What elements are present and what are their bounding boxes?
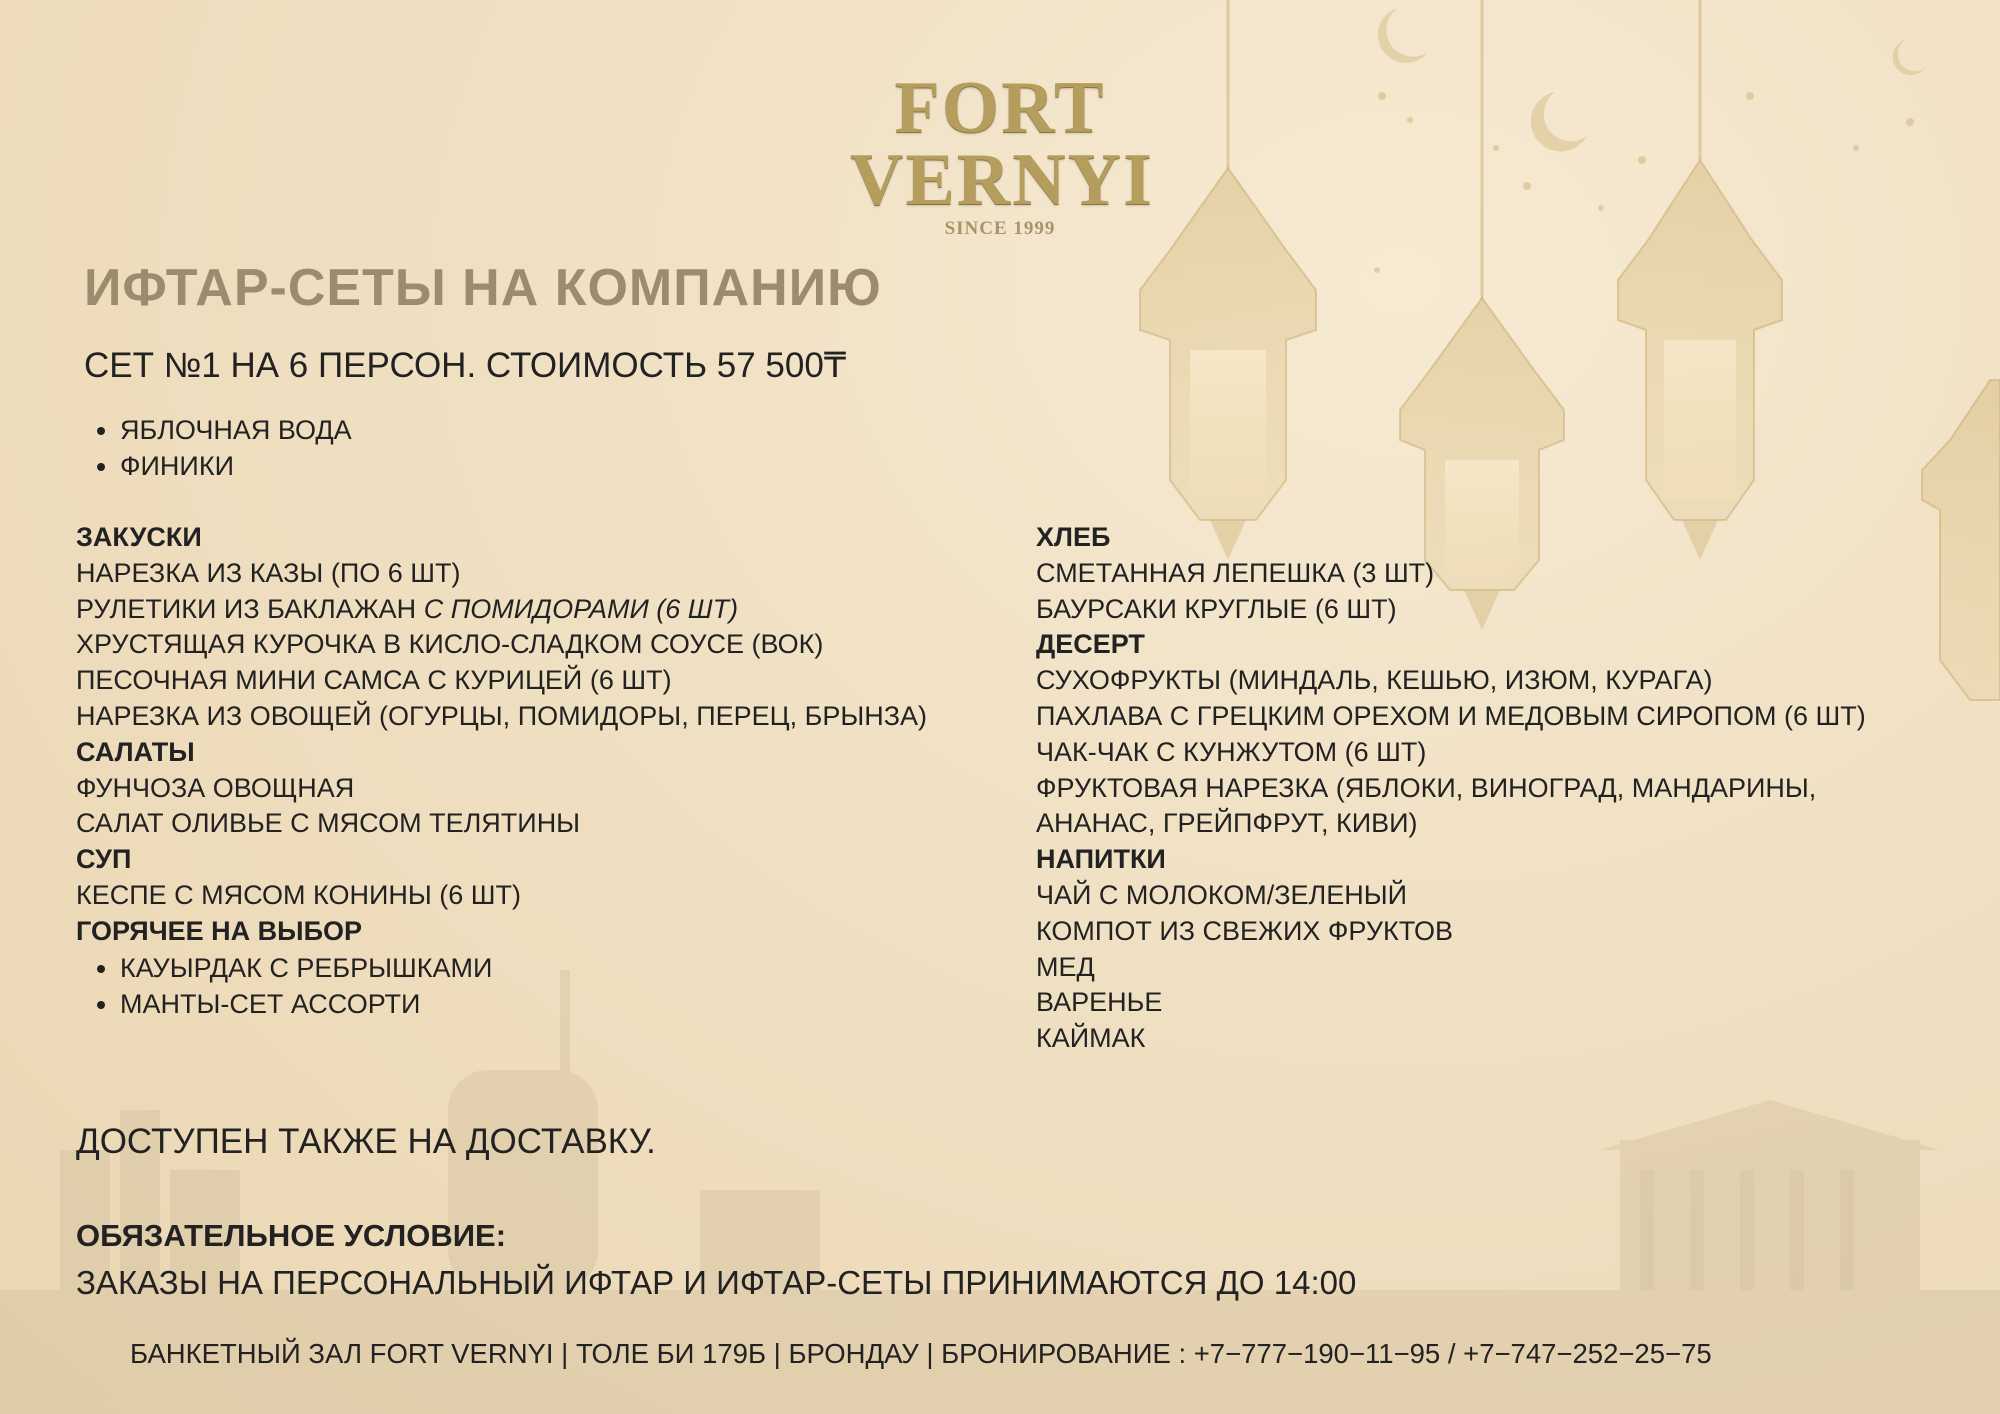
menu-item: ВАРЕНЬЕ — [1036, 987, 1163, 1018]
menu-item-italic: С ПОМИДОРАМИ (6 ШТ) — [423, 593, 739, 624]
category-title: ДЕСЕРТ — [1036, 629, 1145, 660]
category-title: ГОРЯЧЕЕ НА ВЫБОР — [76, 915, 363, 946]
intro-list — [76, 412, 352, 484]
menu-column-left — [76, 520, 996, 1022]
menu-item: САЛАТ ОЛИВЬЕ С МЯСОМ ТЕЛЯТИНЫ — [76, 808, 581, 839]
menu-item: ФРУКТОВАЯ НАРЕЗКА (ЯБЛОКИ, ВИНОГРАД, МАНДАРИНЫ, — [1036, 772, 1817, 803]
page-title: ИФТАР-СЕТЫ НА КОМПАНИЮ — [84, 259, 882, 317]
menu-item: ЧАК-ЧАК С КУНЖУТОМ (6 ШТ) — [1036, 736, 1427, 767]
list-item: • ФИНИКИ — [120, 448, 352, 484]
menu-item: КАЙМАК — [1036, 1023, 1146, 1054]
category-title: НАПИТКИ — [1036, 844, 1166, 875]
logo-since: SINCE 1999 — [944, 218, 1056, 239]
footer-contacts: БАНКЕТНЫЙ ЗАЛ FORT VERNYI | ТОЛЕ БИ 179Б | БРОНДАУ | БРОНИРОВАНИЕ : +7−777−190−11−95 / +7−747−252−25−75 — [130, 1338, 1712, 1369]
delivery-note: ДОСТУПЕН ТАКЖЕ НА ДОСТАВКУ. — [76, 1122, 656, 1161]
logo-line-1: FORT — [894, 67, 1106, 149]
menu-item-text: РУЛЕТИКИ ИЗ БАКЛАЖАН — [76, 593, 424, 624]
list-item: • МАНТЫ-СЕТ АССОРТИ — [120, 986, 996, 1022]
logo-line-2: VERNYI — [850, 139, 1154, 221]
category-title: ХЛЕБ — [1036, 522, 1111, 552]
menu-item: СМЕТАННАЯ ЛЕПЕШКА (3 ШТ) — [1036, 557, 1435, 588]
menu-item: КЕСПЕ С МЯСОМ КОНИНЫ (6 ШТ) — [76, 879, 522, 910]
list-item: • КАУЫРДАК С РЕБРЫШКАМИ — [120, 950, 996, 986]
menu-item: СУХОФРУКТЫ (МИНДАЛЬ, КЕШЬЮ, ИЗЮМ, КУРАГА) — [1036, 665, 1713, 696]
menu-item: НАРЕЗКА ИЗ ОВОЩЕЙ (ОГУРЦЫ, ПОМИДОРЫ, ПЕРЕЦ, БРЫНЗА) — [76, 700, 928, 731]
menu-item: ХРУСТЯЩАЯ КУРОЧКА В КИСЛО-СЛАДКОМ СОУСЕ (ВОК) — [76, 629, 824, 660]
menu-item: ПЕСОЧНАЯ МИНИ САМСА С КУРИЦЕЙ (6 ШТ) — [76, 665, 672, 696]
menu-item: ПАХЛАВА С ГРЕЦКИМ ОРЕХОМ И МЕДОВЫМ СИРОПОМ (6 ШТ) — [1036, 700, 1866, 731]
menu-item: НАРЕЗКА ИЗ КАЗЫ (ПО 6 ШТ) — [76, 557, 461, 588]
menu-item: ЧАЙ С МОЛОКОМ/ЗЕЛЕНЫЙ — [1036, 879, 1408, 910]
set-title: СЕТ №1 НА 6 ПЕРСОН. СТОИМОСТЬ 57 500₸ — [84, 346, 847, 385]
menu-item: БАУРСАКИ КРУГЛЫЕ (6 ШТ) — [1036, 593, 1397, 624]
list-item: • ЯБЛОЧНАЯ ВОДА — [120, 412, 352, 448]
menu-item: МЕД — [1036, 951, 1095, 982]
menu-item: КОМПОТ ИЗ СВЕЖИХ ФРУКТОВ — [1036, 915, 1454, 946]
condition-title: ОБЯЗАТЕЛЬНОЕ УСЛОВИЕ: — [76, 1218, 507, 1253]
hot-dish-list — [76, 950, 996, 1022]
category-title: САЛАТЫ — [76, 736, 195, 767]
condition-text: ЗАКАЗЫ НА ПЕРСОНАЛЬНЫЙ ИФТАР И ИФТАР-СЕТЫ ПРИНИМАЮТСЯ ДО 14:00 — [76, 1264, 1357, 1301]
menu-column-right — [1036, 520, 1956, 1057]
category-title: ЗАКУСКИ — [76, 522, 202, 552]
logo — [850, 67, 1154, 239]
category-title: СУП — [76, 844, 132, 875]
menu-item: АНАНАС, ГРЕЙПФРУТ, КИВИ) — [1036, 808, 1418, 839]
menu-item — [76, 592, 996, 628]
menu-item: ФУНЧОЗА ОВОЩНАЯ — [76, 772, 355, 803]
